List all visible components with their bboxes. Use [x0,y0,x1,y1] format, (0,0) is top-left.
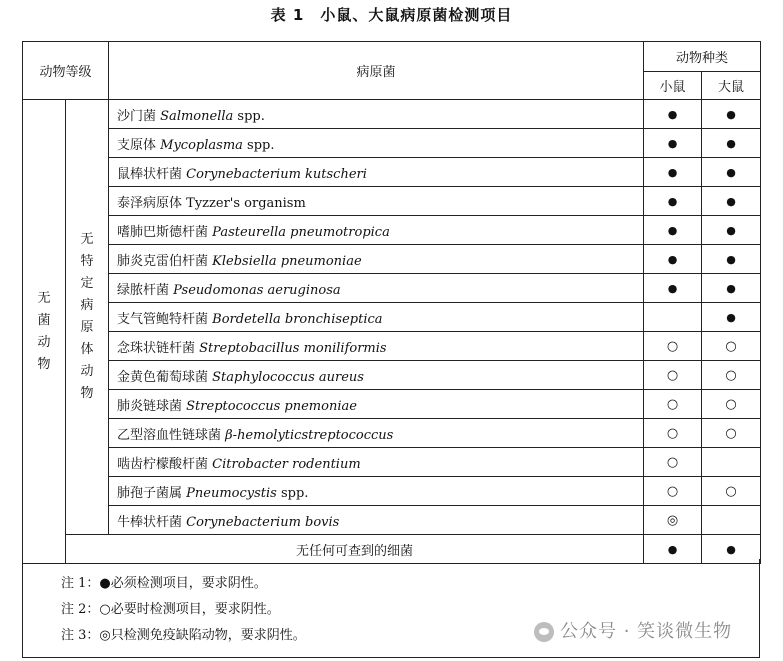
group-germ-free [23,100,66,564]
table-row [23,361,761,390]
pathogen-latin: Mycoplasma [160,137,243,153]
pathogen-name [109,448,644,477]
table-row [23,245,761,274]
rat-cell [702,448,761,477]
pathogen-suffix: spp. [233,108,265,124]
rat-cell-symbol: ○ [725,338,737,354]
rat-cell-symbol: ○ [725,425,737,441]
pathogen-latin: Salmonella [160,108,234,124]
rat-cell [702,216,761,245]
pathogen-cn: 泰泽病原体 [117,195,187,211]
mouse-cell [644,477,702,506]
notes-box [22,559,760,658]
mouse-cell [644,332,702,361]
rat-cell [702,419,761,448]
header-pathogen: 病原菌 [109,42,644,100]
table-row [23,390,761,419]
pathogen-name [109,216,644,245]
table-row [23,332,761,361]
pathogen-name [109,274,644,303]
table-row [23,158,761,187]
pathogen-name [109,477,644,506]
wechat-icon [534,622,554,642]
rat-cell [702,477,761,506]
table-row [23,129,761,158]
any-bacteria-label: 无任何可查到的细菌 [66,535,644,564]
pathogen-name [109,361,644,390]
pathogen-cn: 啮齿柠檬酸杆菌 [117,456,213,472]
mouse-cell-symbol: ○ [666,338,679,354]
mouse-cell [644,158,702,187]
pathogen-latin: Pseudomonas aeruginosa [173,282,341,298]
rat-cell [702,274,761,303]
note-3: 注 3：◎只检测免疫缺陷动物，要求阴性。 [61,628,306,643]
pathogen-latin: Corynebacterium kutscheri [186,166,367,182]
rat-cell-symbol: ● [726,136,736,150]
rat-cell [702,506,761,535]
mouse-cell [644,506,702,535]
rat-cell-symbol: ○ [725,396,737,412]
group-germ-free-label: 无菌动物 [37,290,51,372]
mouse-cell [644,390,702,419]
mouse-cell-symbol: ● [667,542,678,556]
mouse-cell-symbol: ● [667,281,678,295]
mouse-cell-symbol: ● [667,252,678,266]
rat-cell-symbol: ● [726,165,736,179]
rat-cell-symbol: ● [726,252,736,266]
pathogen-name [109,158,644,187]
pathogen-latin: Pneumocystis [186,485,277,501]
table-row [23,274,761,303]
note-2: 注 2：○必要时检测项目，要求阴性。 [61,602,280,617]
rat-cell-symbol: ● [726,194,736,208]
mouse-cell [644,303,702,332]
rat-cell-symbol: ● [726,107,736,121]
pathogen-latin: Corynebacterium bovis [186,514,340,530]
header-mouse: 小鼠 [644,72,702,100]
pathogen-cn: 乙型溶血性链球菌 [117,427,226,443]
mouse-cell [644,245,702,274]
rat-cell-symbol: ○ [725,483,737,499]
pathogen-latin: Bordetella bronchiseptica [212,311,383,327]
pathogen-table [22,41,761,564]
rat-cell [702,361,761,390]
mouse-cell-symbol: ○ [666,396,679,412]
pathogen-cn: 支原体 [117,137,161,153]
mouse-cell-symbol: ● [667,136,678,150]
rat-cell-symbol: ● [726,223,736,237]
mouse-cell-symbol: ● [667,223,678,237]
pathogen-cn: 沙门菌 [117,108,161,124]
mouse-cell [644,448,702,477]
group-spf-label: 无特定病原体动物 [80,232,94,401]
mouse-cell [644,361,702,390]
pathogen-name [109,303,644,332]
mouse-cell-symbol: ○ [666,425,679,441]
mouse-cell [644,419,702,448]
pathogen-cn: 支气管鲍特杆菌 [117,311,213,327]
mouse-cell-symbol: ● [667,165,678,179]
group-spf [66,100,109,535]
table-row [23,419,761,448]
pathogen-cn: 肺炎链球菌 [117,398,187,414]
table-row [23,216,761,245]
mouse-cell [644,100,702,129]
pathogen-latin: β-hemolyticstreptococcus [225,427,394,443]
pathogen-cn: 金黄色葡萄球菌 [117,369,213,385]
rat-cell [702,158,761,187]
pathogen-name [109,129,644,158]
rat-cell [702,303,761,332]
mouse-cell [644,187,702,216]
pathogen-cn: 鼠棒状杆菌 [117,166,187,182]
table-row [23,303,761,332]
pathogen-suffix: spp. [242,137,275,153]
pathogen-name [109,245,644,274]
table-row [23,187,761,216]
rat-cell [702,332,761,361]
rat-cell [702,100,761,129]
pathogen-latin: Staphylococcus aureus [212,369,364,385]
note-1: 注 1：●必须检测项目，要求阴性。 [61,576,267,591]
pathogen-cn: 牛棒状杆菌 [117,514,187,530]
pathogen-name [109,332,644,361]
pathogen-latin: Citrobacter rodentium [212,456,361,472]
mouse-cell [644,274,702,303]
pathogen-cn: 嗜肺巴斯德杆菌 [117,224,213,240]
pathogen-latin: Streptococcus pnemoniae [186,398,357,414]
watermark [534,617,732,643]
rat-cell-symbol: ● [726,542,736,556]
watermark-text: 公众号 · 笑谈微生物 [560,621,733,642]
table-row [23,100,761,129]
pathogen-cn: 肺孢子菌属 [117,485,187,501]
rat-cell [702,187,761,216]
rat-cell-symbol: ● [726,310,736,324]
pathogen-name [109,419,644,448]
pathogen-name [109,390,644,419]
pathogen-latin: Pasteurella pneumotropica [212,224,390,240]
table-row [23,448,761,477]
mouse-cell-symbol: ○ [666,483,679,499]
rat-cell-symbol: ○ [725,367,737,383]
header-rat: 大鼠 [702,72,761,100]
rat-cell-symbol: ● [726,281,736,295]
table-row [23,506,761,535]
pathogen-latin: Streptobacillus moniliformis [199,340,387,356]
rat-cell [702,390,761,419]
mouse-cell-symbol: ● [667,107,678,121]
mouse-cell [644,216,702,245]
pathogen-name [109,187,644,216]
mouse-cell [644,129,702,158]
table-title: 表 1 小鼠、大鼠病原菌检测项目 [270,6,513,24]
pathogen-latin: Klebsiella pneumoniae [212,253,362,269]
table-row [23,477,761,506]
pathogen-suffix: Tyzzer's organism [186,195,306,211]
mouse-cell-symbol: ● [667,194,678,208]
pathogen-name [109,100,644,129]
header-animal-grade: 动物等级 [23,42,109,100]
pathogen-cn: 肺炎克雷伯杆菌 [117,253,213,269]
pathogen-cn: 绿脓杆菌 [117,282,174,298]
pathogen-name [109,506,644,535]
pathogen-cn: 念珠状链杆菌 [117,340,200,356]
header-species: 动物种类 [644,42,761,72]
mouse-cell-symbol: ◎ [666,512,679,528]
rat-cell [702,129,761,158]
mouse-cell-symbol: ○ [666,454,679,470]
mouse-cell-symbol: ○ [666,367,679,383]
pathogen-suffix: spp. [276,485,309,501]
rat-cell [702,245,761,274]
